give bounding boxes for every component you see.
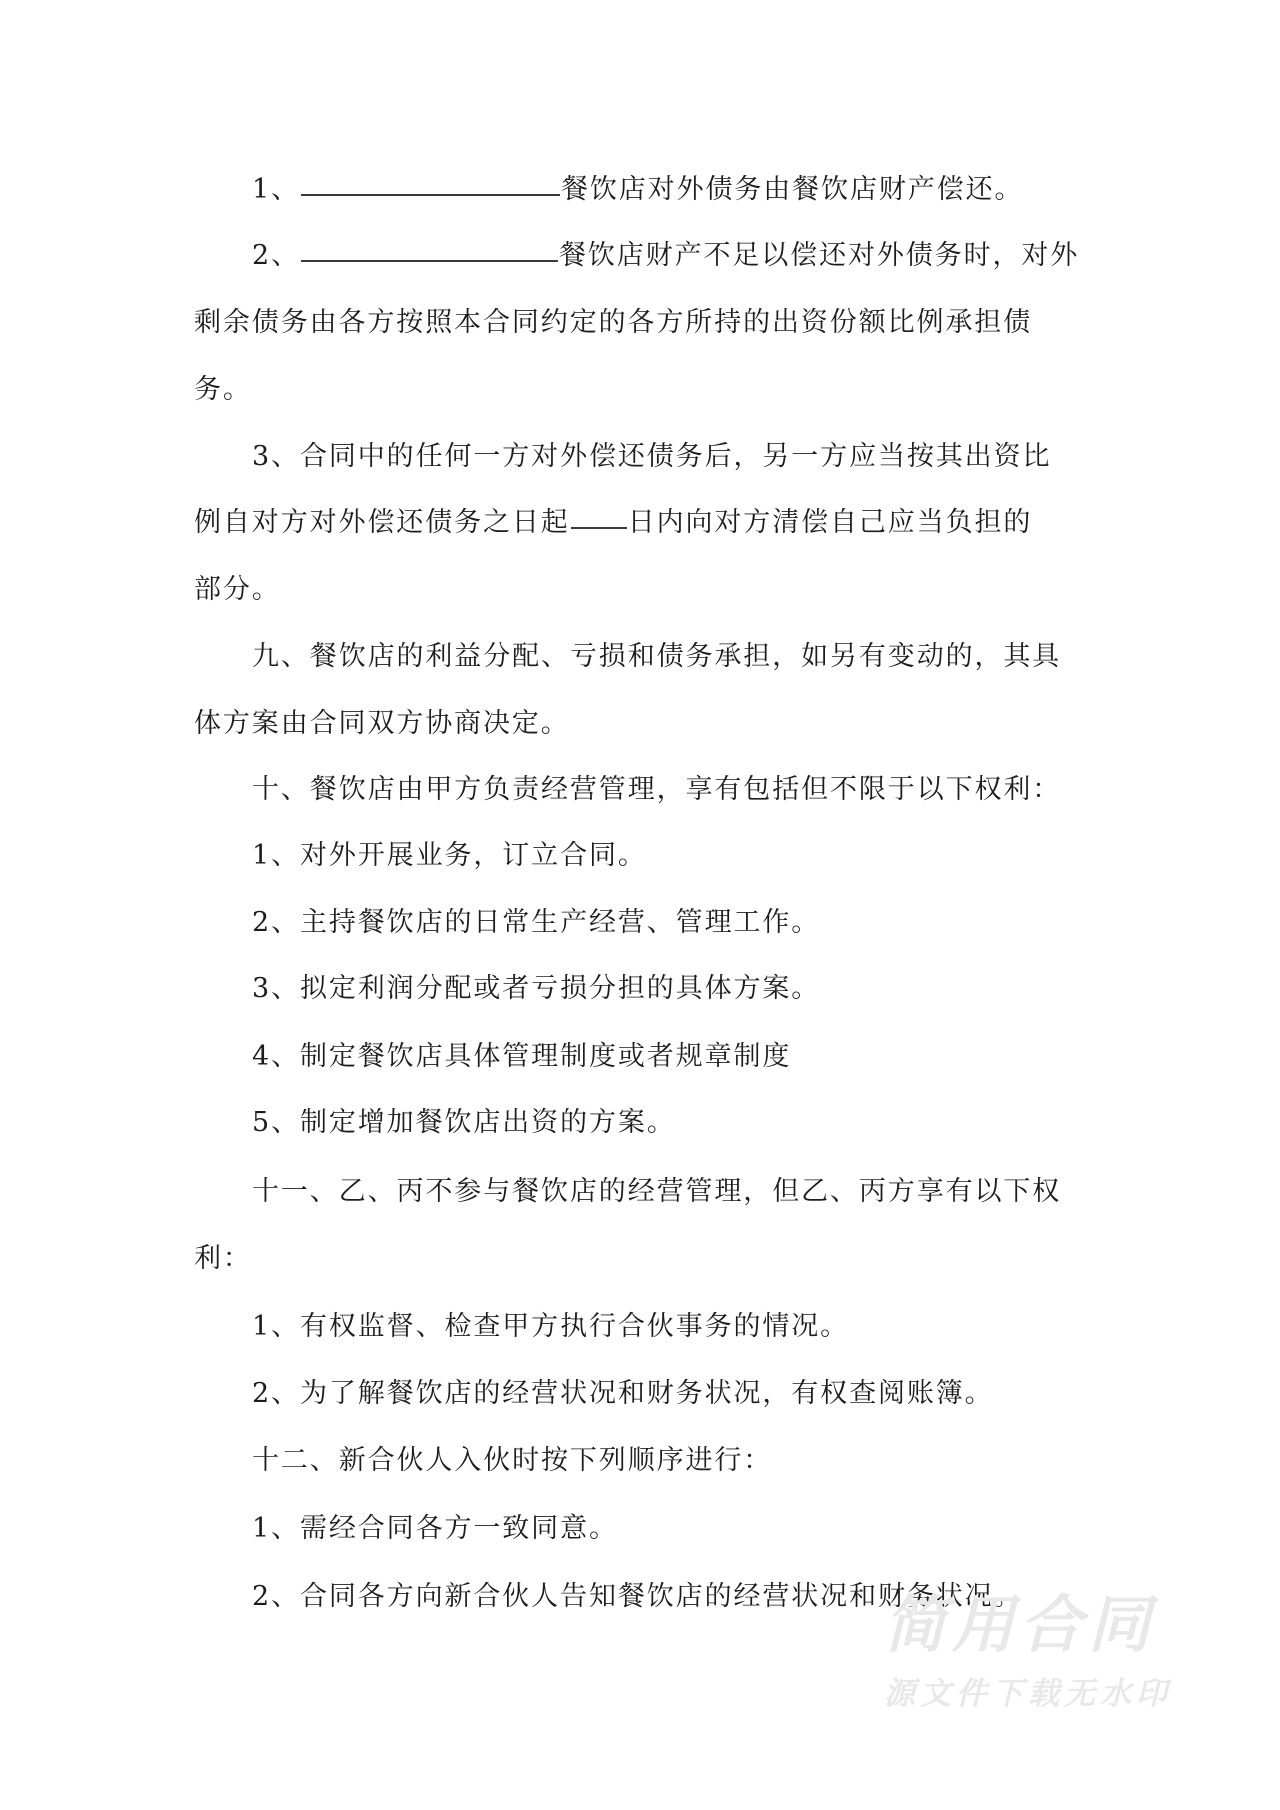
line-text: 5、制定增加餐饮店出资的方案。 <box>252 1107 676 1138</box>
line-text: 务。 <box>194 374 252 405</box>
document-line <box>194 1239 252 1279</box>
document-line <box>252 637 1061 677</box>
line-text: 1、对外开展业务，订立合同。 <box>252 840 647 871</box>
line-text: 1、 <box>252 174 300 205</box>
fill-in-blank <box>301 234 558 262</box>
line-text: 3、合同中的任何一方对外偿还债务后，另一方应当按其出资比 <box>252 441 1052 472</box>
document-line <box>194 303 1032 343</box>
document-line <box>252 437 1051 477</box>
document-line <box>252 170 1023 210</box>
line-text: 日内向对方清偿自己应当负担的 <box>627 507 1033 538</box>
line-text: 2、为了解餐饮店的经营状况和财务状况，有权查阅账簿。 <box>252 1378 994 1409</box>
document-line <box>252 1172 1061 1212</box>
line-text: 十二、新合伙人入伙时按下列顺序进行： <box>252 1445 773 1476</box>
document-line <box>252 903 820 943</box>
line-text: 2、合同各方向新合伙人告知餐饮店的经营状况和财务状况。 <box>252 1581 1023 1612</box>
line-text: 剩余债务由各方按照本合同约定的各方所持的出资份额比例承担债 <box>194 307 1033 338</box>
watermark-subtitle: 源文件下载无水印 <box>884 1676 1172 1712</box>
line-text: 利： <box>194 1243 252 1274</box>
document-line <box>252 1577 1022 1617</box>
document-line <box>252 969 820 1009</box>
line-text: 3、拟定利润分配或者亏损分担的具体方案。 <box>252 973 821 1004</box>
line-text: 九、餐饮店的利益分配、亏损和债务承担，如另有变动的，其具 <box>252 641 1062 672</box>
line-text: 十一、乙、丙不参与餐饮店的经营管理，但乙、丙方享有以下权 <box>252 1176 1062 1207</box>
fill-in-blank <box>571 501 627 529</box>
line-text: 十、餐饮店由甲方负责经营管理，享有包括但不限于以下权利： <box>252 774 1062 805</box>
document-line <box>194 570 281 610</box>
document-line <box>252 1509 618 1549</box>
document-line <box>252 770 1061 810</box>
document-line <box>252 836 647 876</box>
fill-in-blank <box>301 168 560 196</box>
line-text: 1、有权监督、检查甲方执行合伙事务的情况。 <box>252 1311 850 1342</box>
line-text: 4、制定餐饮店具体管理制度或者规章制度 <box>252 1041 792 1072</box>
document-line <box>252 236 1079 276</box>
document-line <box>194 503 1032 543</box>
document-line <box>252 1441 772 1481</box>
line-text: 2、主持餐饮店的日常生产经营、管理工作。 <box>252 907 821 938</box>
line-text: 部分。 <box>194 574 281 605</box>
document-line <box>252 1307 849 1347</box>
document-line <box>194 704 570 744</box>
line-text: 1、需经合同各方一致同意。 <box>252 1513 618 1544</box>
line-text: 例自对方对外偿还债务之日起 <box>194 507 570 538</box>
line-text: 2、 <box>252 240 300 271</box>
line-text: 餐饮店对外债务由餐饮店财产偿还。 <box>560 174 1024 205</box>
document-line <box>252 1103 676 1143</box>
line-text: 体方案由合同双方协商决定。 <box>194 708 570 739</box>
watermark-title: 简用合同 <box>884 1588 1157 1661</box>
document-line <box>252 1374 994 1414</box>
document-line <box>252 1037 791 1077</box>
line-text: 餐饮店财产不足以偿还对外债务时，对外 <box>558 240 1080 271</box>
document-line <box>194 370 252 410</box>
